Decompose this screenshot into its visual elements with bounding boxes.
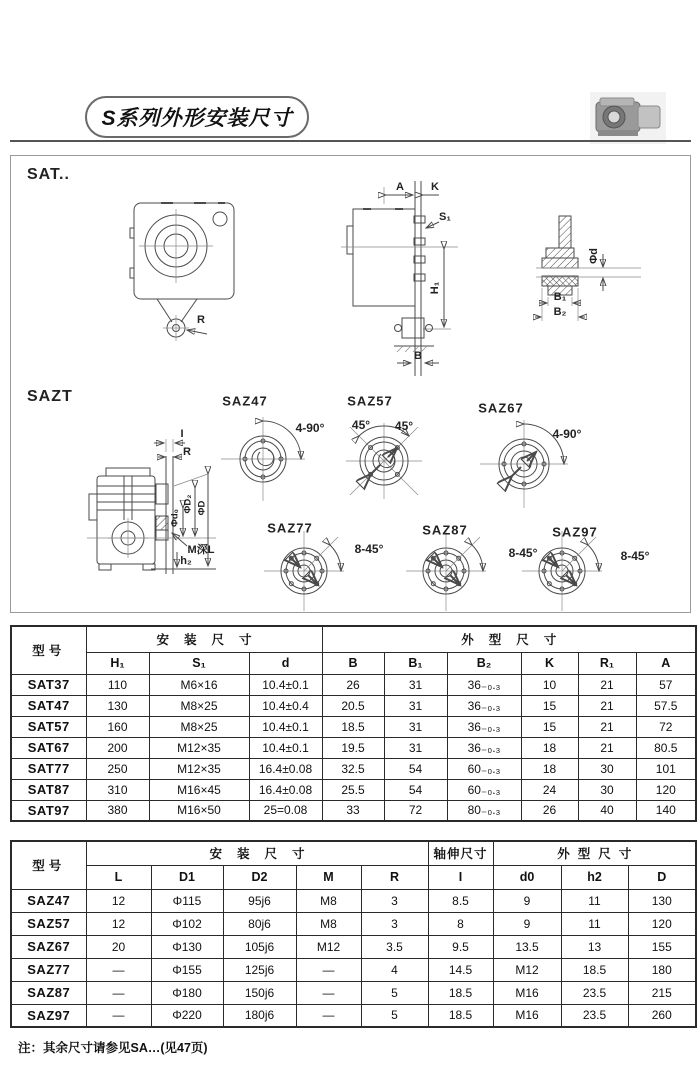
cell: 150j6 xyxy=(223,981,296,1004)
cell: — xyxy=(296,1004,361,1027)
cell: 101 xyxy=(636,758,696,779)
cell: 8.5 xyxy=(428,889,493,912)
cell: M12 xyxy=(296,935,361,958)
model-cell: SAZ87 xyxy=(11,981,86,1004)
column-header: B xyxy=(322,652,384,674)
flange-angle-saz57-left: 45° xyxy=(351,418,371,432)
group-header-outline: 外型尺寸 xyxy=(322,626,696,652)
cell: M12 xyxy=(493,958,561,981)
model-cell: SAT67 xyxy=(11,737,86,758)
cell: 130 xyxy=(628,889,696,912)
cell: 23.5 xyxy=(561,981,628,1004)
cell: 10.4±0.1 xyxy=(249,737,322,758)
cell: 36₋₀.₃ xyxy=(447,737,521,758)
cell: 18 xyxy=(521,737,578,758)
column-header: d xyxy=(249,652,322,674)
dim-label-h2: h₂ xyxy=(180,555,192,567)
cell: 200 xyxy=(86,737,149,758)
cell: M12×35 xyxy=(149,758,249,779)
sat-dimension-table xyxy=(10,625,697,822)
flange-saz47-drawing xyxy=(221,417,305,501)
cell: 310 xyxy=(86,779,149,800)
cell: — xyxy=(86,1004,151,1027)
sat-section-label: SAT.. xyxy=(27,166,70,183)
cell: 9.5 xyxy=(428,935,493,958)
footnote: 注：其余尺寸请参见SA…(见47页) xyxy=(18,1041,208,1055)
cell: 80.5 xyxy=(636,737,696,758)
cell: 10 xyxy=(521,674,578,695)
cell: 16.4±0.08 xyxy=(249,779,322,800)
model-cell: SAZ67 xyxy=(11,935,86,958)
cell: 11 xyxy=(561,889,628,912)
table-row xyxy=(11,779,696,800)
cell: 12 xyxy=(86,889,151,912)
cell: 36₋₀.₃ xyxy=(447,695,521,716)
table-group-header-row xyxy=(11,841,696,865)
cell: 31 xyxy=(384,716,447,737)
cell: 57.5 xyxy=(636,695,696,716)
flange-angle-saz57-right: 45° xyxy=(394,419,414,433)
table-column-header-row xyxy=(11,865,696,889)
cell: Φ180 xyxy=(151,981,223,1004)
group-header-outline: 外型尺寸 xyxy=(493,841,696,865)
flange-name-saz97: SAZ97 xyxy=(552,524,598,540)
table-row xyxy=(11,912,696,935)
cell: M8×25 xyxy=(149,716,249,737)
cell: 19.5 xyxy=(322,737,384,758)
dim-label-i: I xyxy=(180,428,184,440)
flange-name-saz77: SAZ77 xyxy=(267,520,313,536)
flange-angle-saz47: 4-90° xyxy=(295,421,325,435)
cell: M8×25 xyxy=(149,695,249,716)
column-header: M xyxy=(296,865,361,889)
table-row xyxy=(11,889,696,912)
technical-drawings xyxy=(11,156,690,612)
cell: 60₋₀.₃ xyxy=(447,779,521,800)
cell: 57 xyxy=(636,674,696,695)
group-header-install: 安装尺寸 xyxy=(86,626,322,652)
table-row xyxy=(11,716,696,737)
cell: M6×16 xyxy=(149,674,249,695)
table-row xyxy=(11,674,696,695)
cell: 10.4±0.1 xyxy=(249,674,322,695)
column-header: D xyxy=(628,865,696,889)
cell: 9 xyxy=(493,889,561,912)
model-cell: SAZ97 xyxy=(11,1004,86,1027)
dim-label-r-sazt: R xyxy=(183,446,191,458)
dim-label-phi-d0: Φd₀ xyxy=(169,509,181,527)
column-header: L xyxy=(86,865,151,889)
header-divider xyxy=(10,140,691,142)
cell: 80₋₀.₃ xyxy=(447,800,521,821)
table-row xyxy=(11,695,696,716)
column-header: B₂ xyxy=(447,652,521,674)
cell: 32.5 xyxy=(322,758,384,779)
cell: — xyxy=(86,958,151,981)
model-cell: SAT87 xyxy=(11,779,86,800)
column-header: B₁ xyxy=(384,652,447,674)
saz-dimension-table xyxy=(10,840,697,1028)
model-cell: SAT97 xyxy=(11,800,86,821)
table-row xyxy=(11,737,696,758)
cell: 260 xyxy=(628,1004,696,1027)
cell: 15 xyxy=(521,716,578,737)
cell: 250 xyxy=(86,758,149,779)
cell: 54 xyxy=(384,779,447,800)
cell: 5 xyxy=(361,981,428,1004)
flange-angle-saz97: 8-45° xyxy=(620,549,650,563)
cell: — xyxy=(296,958,361,981)
cell: 3 xyxy=(361,889,428,912)
dim-label-k: K xyxy=(431,181,439,193)
cell: 33 xyxy=(322,800,384,821)
flange-name-saz87: SAZ87 xyxy=(422,522,468,538)
dim-label-m-depth: M深L xyxy=(187,544,215,556)
cell: 23.5 xyxy=(561,1004,628,1027)
cell: Φ130 xyxy=(151,935,223,958)
model-cell: SAZ47 xyxy=(11,889,86,912)
group-header-install: 安装尺寸 xyxy=(86,841,428,865)
flange-saz77-drawing xyxy=(264,531,344,611)
model-cell: SAT37 xyxy=(11,674,86,695)
cell: 120 xyxy=(636,779,696,800)
cell: 4 xyxy=(361,958,428,981)
cell: 140 xyxy=(636,800,696,821)
flange-saz57-drawing xyxy=(346,423,422,499)
cell: 31 xyxy=(384,737,447,758)
cell: 30 xyxy=(578,779,636,800)
cell: 10.4±0.1 xyxy=(249,716,322,737)
table-column-header-row xyxy=(11,652,696,674)
model-cell: SAT57 xyxy=(11,716,86,737)
dim-label-b1: B₁ xyxy=(553,291,567,303)
dim-label-phi-d: Φd xyxy=(588,248,600,264)
cell: 54 xyxy=(384,758,447,779)
group-header-shaft: 轴伸尺寸 xyxy=(428,841,493,865)
column-header: h2 xyxy=(561,865,628,889)
column-header-model: 型号 xyxy=(11,841,86,889)
cell: M8 xyxy=(296,889,361,912)
cell: 160 xyxy=(86,716,149,737)
cell: 95j6 xyxy=(223,889,296,912)
cell: Φ102 xyxy=(151,912,223,935)
cell: 31 xyxy=(384,695,447,716)
cell: 18.5 xyxy=(322,716,384,737)
cell: 180j6 xyxy=(223,1004,296,1027)
cell: 12 xyxy=(86,912,151,935)
cell: 18.5 xyxy=(561,958,628,981)
cell: 120 xyxy=(628,912,696,935)
cell: 14.5 xyxy=(428,958,493,981)
cell: 8 xyxy=(428,912,493,935)
model-cell: SAT47 xyxy=(11,695,86,716)
cell: 215 xyxy=(628,981,696,1004)
page-title: S系列外形安装尺寸 xyxy=(101,107,293,130)
table-row xyxy=(11,800,696,821)
cell: 16.4±0.08 xyxy=(249,758,322,779)
cell: M12×35 xyxy=(149,737,249,758)
cell: M16 xyxy=(493,981,561,1004)
column-header: D1 xyxy=(151,865,223,889)
table-row xyxy=(11,958,696,981)
cell: 21 xyxy=(578,737,636,758)
dim-label-b: B xyxy=(414,350,422,362)
column-header: K xyxy=(521,652,578,674)
cell: 9 xyxy=(493,912,561,935)
cell: 26 xyxy=(521,800,578,821)
column-header: D2 xyxy=(223,865,296,889)
cell: 110 xyxy=(86,674,149,695)
column-header: R xyxy=(361,865,428,889)
column-header: I xyxy=(428,865,493,889)
dim-label-r-front: R xyxy=(197,314,205,326)
cell: Φ220 xyxy=(151,1004,223,1027)
cell: 18 xyxy=(521,758,578,779)
cell: 3 xyxy=(361,912,428,935)
dim-label-h1: H₁ xyxy=(429,281,441,295)
cell: 72 xyxy=(636,716,696,737)
cell: 180 xyxy=(628,958,696,981)
cell: — xyxy=(86,981,151,1004)
cell: M16 xyxy=(493,1004,561,1027)
dim-label-s1: S₁ xyxy=(439,211,451,223)
flange-saz87-drawing xyxy=(406,531,486,611)
cell: 5 xyxy=(361,1004,428,1027)
cell: 3.5 xyxy=(361,935,428,958)
cell: 15 xyxy=(521,695,578,716)
cell: 21 xyxy=(578,695,636,716)
cell: M16×45 xyxy=(149,779,249,800)
cell: 11 xyxy=(561,912,628,935)
dim-label-a: A xyxy=(396,181,404,193)
cell: 18.5 xyxy=(428,1004,493,1027)
gear-reducer-photo-icon xyxy=(588,88,668,146)
cell: 40 xyxy=(578,800,636,821)
cell: 31 xyxy=(384,674,447,695)
flange-angle-saz77: 8-45° xyxy=(354,542,384,556)
cell: 21 xyxy=(578,716,636,737)
column-header: A xyxy=(636,652,696,674)
column-header: S₁ xyxy=(149,652,249,674)
column-header: d0 xyxy=(493,865,561,889)
cell: 10.4±0.4 xyxy=(249,695,322,716)
cell: 380 xyxy=(86,800,149,821)
flange-name-saz67: SAZ67 xyxy=(478,400,524,416)
table-row xyxy=(11,1004,696,1027)
flange-angle-saz67: 4-90° xyxy=(552,427,582,441)
cell: 30 xyxy=(578,758,636,779)
column-header-model: 型号 xyxy=(11,626,86,674)
flange-name-saz57: SAZ57 xyxy=(347,393,393,409)
cell: 36₋₀.₃ xyxy=(447,674,521,695)
model-cell: SAT77 xyxy=(11,758,86,779)
table-group-header-row xyxy=(11,626,696,652)
cell: 25.5 xyxy=(322,779,384,800)
cell: 21 xyxy=(578,674,636,695)
cell: 18.5 xyxy=(428,981,493,1004)
cell: 26 xyxy=(322,674,384,695)
cell: M16×50 xyxy=(149,800,249,821)
cell: 20.5 xyxy=(322,695,384,716)
cell: M8 xyxy=(296,912,361,935)
flange-name-saz47: SAZ47 xyxy=(222,393,268,409)
cell: 25=0.08 xyxy=(249,800,322,821)
cell: Φ115 xyxy=(151,889,223,912)
cell: 60₋₀.₃ xyxy=(447,758,521,779)
drawings-panel xyxy=(10,155,691,613)
flange-angle-saz87: 8-45° xyxy=(508,546,538,560)
dim-label-phi-d-outer: ΦD xyxy=(196,500,208,516)
table-row xyxy=(11,758,696,779)
flange-saz97-drawing xyxy=(522,531,602,611)
cell: 13 xyxy=(561,935,628,958)
cell: 72 xyxy=(384,800,447,821)
cell: 80j6 xyxy=(223,912,296,935)
dim-label-phi-d2: ΦD₂ xyxy=(182,494,194,514)
sazt-section-label: SAZT xyxy=(27,388,73,405)
cell: 24 xyxy=(521,779,578,800)
cell: 13.5 xyxy=(493,935,561,958)
column-header: R₁ xyxy=(578,652,636,674)
table-row xyxy=(11,935,696,958)
page-title-pill xyxy=(85,96,309,138)
column-header: H₁ xyxy=(86,652,149,674)
table-row xyxy=(11,981,696,1004)
cell: — xyxy=(296,981,361,1004)
shaft-section-drawing xyxy=(535,216,641,321)
cell: 125j6 xyxy=(223,958,296,981)
cell: 105j6 xyxy=(223,935,296,958)
cell: Φ155 xyxy=(151,958,223,981)
model-cell: SAZ57 xyxy=(11,912,86,935)
model-cell: SAZ77 xyxy=(11,958,86,981)
cell: 155 xyxy=(628,935,696,958)
cell: 20 xyxy=(86,935,151,958)
cell: 130 xyxy=(86,695,149,716)
cell: 36₋₀.₃ xyxy=(447,716,521,737)
sat-front-view-drawing xyxy=(130,203,234,341)
dim-label-b2: B₂ xyxy=(553,306,567,318)
